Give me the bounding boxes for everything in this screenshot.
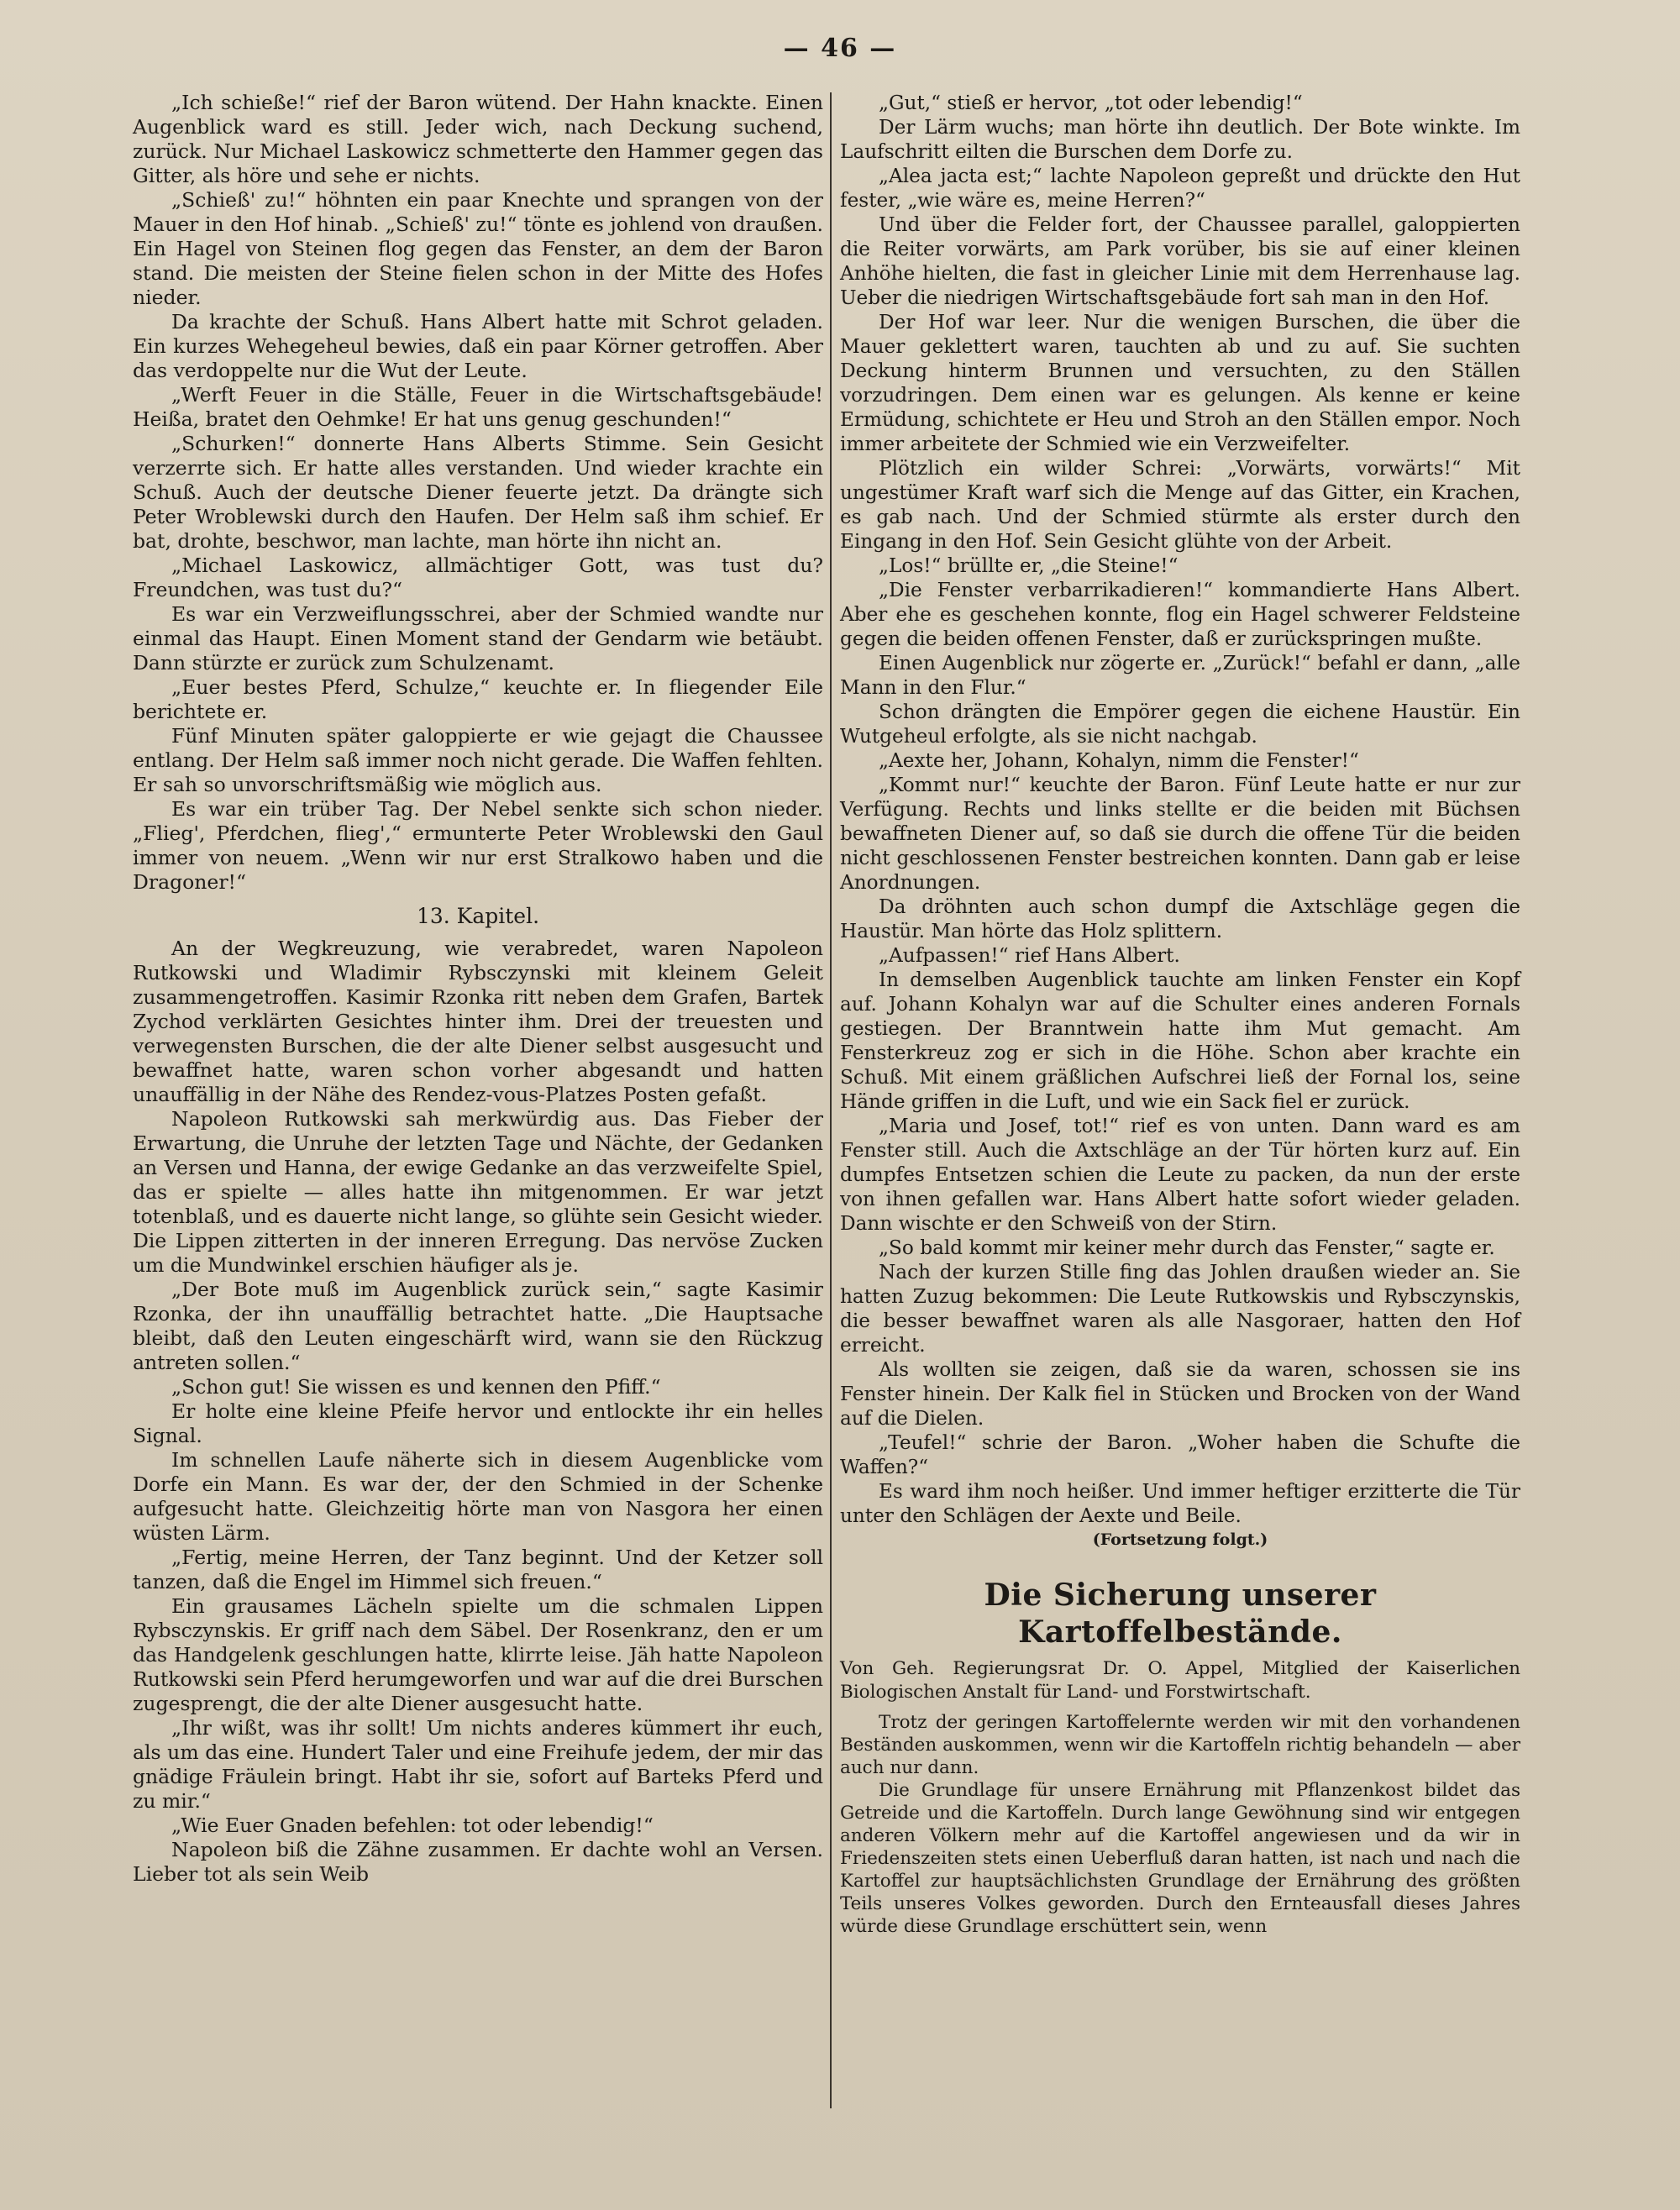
- paragraph: Da dröhnten auch schon dumpf die Axtschläge gegen die Haustür. Man hörte das Holz splittern.: [840, 895, 1520, 942]
- paragraph: Nach der kurzen Stille fing das Johlen draußen wieder an. Sie hatten Zuzug bekommen: Die Leute Rutkowskis und Rybsczynskis, die besser bewaffnet waren als alle Nasgoraer, hatten den Hof erreicht.: [840, 1261, 1520, 1357]
- paragraph: Die Grundlage für unsere Ernährung mit Pflanzenkost bildet das Getreide und die Kartoffeln. Durch lange Gewöhnung sind wir entgegen anderen Völkern mehr auf die Kartoffel angewiesen und da wir in Friedenszeiten stets einen Ueberfluß daran hatten, ist nach und nach die Kartoffel zur hauptsächlichsten Grundlage der Ernährung des größten Teils unseres Volkes geworden. Durch den Ernteausfall dieses Jahres würde diese Grundlage erschüttert sein, wenn: [840, 1780, 1520, 1937]
- paragraph: „Schurken!“ donnerte Hans Alberts Stimme. Sein Gesicht verzerrte sich. Er hatte alles verstanden. Und wieder krachte ein Schuß. Auch der deutsche Diener feuerte jetzt. Da drängte sich Peter Wroblewski durch den Haufen. Der Helm saß ihm schief. Er bat, drohte, beschwor, man lachte, man hörte ihn nicht an.: [133, 432, 823, 553]
- paragraph: Es war ein trüber Tag. Der Nebel senkte sich schon nieder. „Flieg', Pferdchen, flieg',“ ermunterte Peter Wroblewski den Gaul immer von neuem. „Wenn wir nur erst Stralkowo haben und die Dragoner!“: [133, 797, 823, 894]
- article-byline: Von Geh. Regierungsrat Dr. O. Appel, Mitglied der Kaiserlichen Biologischen Anstalt für Land- und Forstwirtschaft.: [840, 1658, 1520, 1703]
- paragraph: „Aufpassen!“ rief Hans Albert.: [879, 944, 1180, 967]
- paragraph: Als wollten sie zeigen, daß sie da waren, schossen sie ins Fenster hinein. Der Kalk fiel in Stücken und Brocken von der Wand auf die Dielen.: [840, 1358, 1520, 1430]
- right-column: [840, 91, 1520, 1938]
- article-title: Die Sicherung unserer Kartoffelbestände.: [984, 1577, 1377, 1650]
- paragraph: „Euer bestes Pferd, Schulze,“ keuchte er. In fliegender Eile berichtete er.: [133, 675, 823, 723]
- paragraph: „Alea jacta est;“ lachte Napoleon gepreßt und drückte den Hut fester, „wie wäre es, meine Herren?“: [840, 165, 1520, 212]
- article-body: [840, 1711, 1520, 1938]
- paragraph: Der Lärm wuchs; man hörte ihn deutlich. Der Bote winkte. Im Laufschritt eilten die Burschen dem Dorfe zu.: [840, 116, 1520, 163]
- paragraph: Es ward ihm noch heißer. Und immer heftiger erzitterte die Tür unter den Schlägen der Aexte und Beile.: [840, 1480, 1520, 1527]
- paragraph: „Die Fenster verbarrikadieren!“ kommandierte Hans Albert. Aber ehe es geschehen konnte, flog ein Hagel schwerer Feldsteine gegen die beiden offenen Fenster, daß er zurückspringen mußte.: [840, 579, 1520, 650]
- paragraph: „Der Bote muß im Augenblick zurück sein,“ sagte Kasimir Rzonka, der ihn unauffällig betrachtet hatte. „Die Hauptsache bleibt, daß den Leuten eingeschärft wird, wann sie den Rückzug antreten sollen.“: [133, 1278, 823, 1374]
- paragraph: In demselben Augenblick tauchte am linken Fenster ein Kopf auf. Johann Kohalyn war auf die Schulter eines anderen Fornals gestiegen. Der Branntwein hatte ihm Mut gemacht. Am Fensterkreuz zog er sich in die Höhe. Schon aber krachte ein Schuß. Mit einem gräßlichen Aufschrei ließ der Fornal los, seine Hände griffen in die Luft, und wie ein Sack fiel er zurück.: [840, 969, 1520, 1113]
- paragraph: Schon drängten die Empörer gegen die eichene Haustür. Ein Wutgeheul erfolgte, als sie nicht nachgab.: [840, 701, 1520, 748]
- paragraph: „Maria und Josef, tot!“ rief es von unten. Dann ward es am Fenster still. Auch die Axtschläge an der Tür hörten kurz auf. Ein dumpfes Entsetzen schien die Leute zu packen, da nun der erste von ihnen gefallen war. Hans Albert hatte sofort wieder geladen. Dann wischte er den Schweiß von der Stirn.: [840, 1115, 1520, 1235]
- paragraph: „Gut,“ stieß er hervor, „tot oder lebendig!“: [879, 92, 1303, 114]
- paragraph: Der Hof war leer. Nur die wenigen Burschen, die über die Mauer geklettert waren, tauchten ab und zu auf. Sie suchten Deckung hinterm Brunnen und versuchten, zu den Ställen vorzudringen. Dem einen war es gelungen. Als kenne er keine Ermüdung, schichtete er Heu und Stroh an den Ställen empor. Noch immer arbeitete der Schmied wie ein Verzweifelter.: [840, 311, 1520, 455]
- paragraph: Ein grausames Lächeln spielte um die schmalen Lippen Rybsczynskis. Er griff nach dem Säbel. Der Rosenkranz, den er um das Handgelenk geschlungen hatte, klirrte leise. Jäh hatte Napoleon Rutkowski sein Pferd herumgeworfen und war auf die drei Burschen zugesprengt, die der alte Diener ausgesucht hatte.: [133, 1594, 823, 1715]
- paragraph: Es war ein Verzweiflungsschrei, aber der Schmied wandte nur einmal das Haupt. Einen Moment stand der Gendarm wie betäubt. Dann stürzte er zurück zum Schulzenamt.: [133, 602, 823, 675]
- paragraph: Einen Augenblick nur zögerte er. „Zurück!“ befahl er dann, „alle Mann in den Flur.“: [840, 652, 1520, 699]
- paragraph: „Kommt nur!“ keuchte der Baron. Fünf Leute hatte er nur zur Verfügung. Rechts und links stellte er die beiden mit Büchsen bewaffneten Diener auf, so daß sie durch die offene Tür die beiden nicht geschlossenen Fenster bestreichen konnten. Dann gab er leise Anordnungen.: [840, 774, 1520, 894]
- paragraph: Da krachte der Schuß. Hans Albert hatte mit Schrot geladen. Ein kurzes Wehegeheul bewies, daß ein paar Körner getroffen. Aber das verdoppelte nur die Wut der Leute.: [133, 310, 823, 382]
- paragraph: „Schieß' zu!“ höhnten ein paar Knechte und sprangen von der Mauer in den Hof hinab. „Schieß' zu!“ tönte es johlend von draußen. Ein Hagel von Steinen flog gegen das Fenster, an dem der Baron stand. Die meisten der Steine fielen schon in der Mitte des Hofes nieder.: [133, 188, 823, 309]
- paragraph: „Aexte her, Johann, Kohalyn, nimm die Fenster!“: [879, 749, 1359, 772]
- paragraph: „Los!“ brüllte er, „die Steine!“: [879, 554, 1179, 577]
- paragraph: Napoleon Rutkowski sah merkwürdig aus. Das Fieber der Erwartung, die Unruhe der letzten Tage und Nächte, der Gedanken an Versen und Hanna, der ewige Gedanke an das verzweifelte Spiel, das er spielte — alles hatte ihn mitgenommen. Er war jetzt totenblaß, und es dauerte nicht lange, so glühte sein Gesicht wieder. Die Lippen zitterten in der inneren Erregung. Das nervöse Zucken um die Mundwinkel erschien häufiger als je.: [133, 1107, 823, 1277]
- page-number: — 46 —: [783, 34, 897, 63]
- paragraph: An der Wegkreuzung, wie verabredet, waren Napoleon Rutkowski und Wladimir Rybsczynski mit kleinem Geleit zusammengetroffen. Kasimir Rzonka ritt neben dem Grafen, Bartek Zychod verklärten Gesichtes hinter ihm. Drei der treuesten und verwegensten Burschen, die der alte Diener selbst ausgesucht und bewaffnet hatte, waren schon vorher abgesandt und hatten unauffällig in der Nähe des Rendez-vous-Platzes Posten gefaßt.: [133, 937, 823, 1106]
- chapter-heading: 13. Kapitel.: [416, 904, 540, 928]
- paragraph: „So bald kommt mir keiner mehr durch das Fenster,“ sagte er.: [879, 1236, 1495, 1259]
- column-divider: [830, 92, 832, 2108]
- paragraph: Napoleon biß die Zähne zusammen. Er dachte wohl an Versen. Lieber tot als sein Weib: [133, 1838, 823, 1886]
- paragraph: „Werft Feuer in die Ställe, Feuer in die Wirtschaftsgebäude! Heißa, bratet den Oehmke! Er hat uns genug geschunden!“: [133, 383, 823, 431]
- paragraph: „Ich schieße!“ rief der Baron wütend. Der Hahn knackte. Einen Augenblick ward es still. Jeder wich, nach Deckung suchend, zurück. Nur Michael Laskowicz schmetterte den Hammer gegen das Gitter, als höre und sehe er nichts.: [133, 91, 823, 187]
- paragraph: „Fertig, meine Herren, der Tanz beginnt. Und der Ketzer soll tanzen, daß die Engel im Himmel sich freuen.“: [133, 1546, 823, 1593]
- continuation-note: (Fortsetzung folgt.): [1092, 1530, 1268, 1549]
- paragraph: Trotz der geringen Kartoffelernte werden wir mit den vorhandenen Beständen auskommen, wenn wir die Kartoffeln richtig behandeln — aber auch nur dann.: [840, 1712, 1520, 1778]
- paragraph: Im schnellen Laufe näherte sich in diesem Augenblicke vom Dorfe ein Mann. Es war der, der den Schmied in der Schenke aufgesucht hatte. Gleichzeitig hörte man von Nasgora her einen wüsten Lärm.: [133, 1448, 823, 1545]
- paragraph: „Michael Laskowicz, allmächtiger Gott, was tust du? Freundchen, was tust du?“: [133, 554, 823, 601]
- paragraph: Fünf Minuten später galoppierte er wie gejagt die Chaussee entlang. Der Helm saß immer noch nicht gerade. Die Waffen fehlten. Er sah so unvorschriftsmäßig wie möglich aus.: [133, 724, 823, 796]
- paragraph: „Schon gut! Sie wissen es und kennen den Pfiff.“: [171, 1375, 661, 1399]
- paragraph: „Wie Euer Gnaden befehlen: tot oder lebendig!“: [171, 1814, 654, 1837]
- paragraph: „Ihr wißt, was ihr sollt! Um nichts anderes kümmert ihr euch, als um das eine. Hundert Taler und eine Freihufe jedem, der mir das gnädige Fräulein bringt. Habt ihr sie, sofort auf Barteks Pferd und zu mir.“: [133, 1716, 823, 1813]
- left-column: [133, 91, 823, 1887]
- paragraph: Plötzlich ein wilder Schrei: „Vorwärts, vorwärts!“ Mit ungestümer Kraft warf sich die Menge auf das Gitter, ein Krachen, es gab nach. Und der Schmied stürmte als erster durch den Eingang in den Hof. Sein Gesicht glühte von der Arbeit.: [840, 457, 1520, 553]
- paragraph: „Teufel!“ schrie der Baron. „Woher haben die Schufte die Waffen?“: [840, 1431, 1520, 1478]
- paragraph: Er holte eine kleine Pfeife hervor und entlockte ihr ein helles Signal.: [133, 1399, 823, 1447]
- paragraph: Und über die Felder fort, der Chaussee parallel, galoppierten die Reiter vorwärts, am Park vorüber, bis sie auf einer kleinen Anhöhe hielten, die fast in gleicher Linie mit dem Herrenhause lag. Ueber die niedrigen Wirtschaftsgebäude fort sah man in den Hof.: [840, 213, 1520, 309]
